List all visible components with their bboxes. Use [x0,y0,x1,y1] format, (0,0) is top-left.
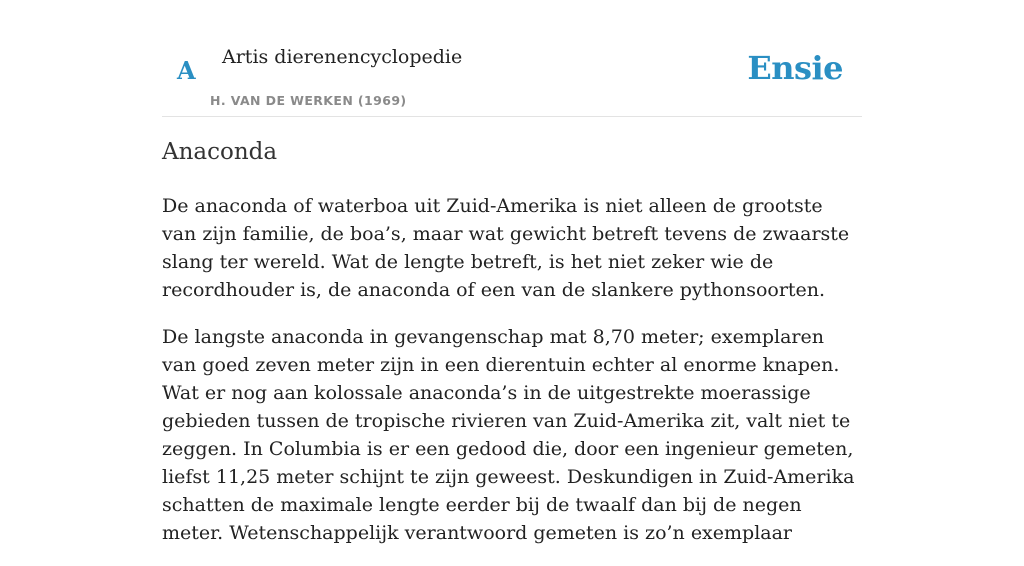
entry-header [162,36,862,117]
author-line: H. VAN DE WERKEN (1969) [210,93,407,108]
paragraph: De langste anaconda in gevangenschap mat 8,70 meter; exemplaren van goed zeven meter zijn in een dierentuin echter al enorme knapen. Wat er nog aan kolossale anaconda’s in de uitgestrekte moerassige gebieden tussen de tropische rivieren van Zuid-Amerika zit, valt niet te zeggen. In Columbia is er een gedood die, door een ingenieur gemeten, liefst 11,25 meter schijnt te zijn geweest. Deskundigen in Zuid-Amerika schatten de maximale lengte eerder bij de twaalf dan bij de negen meter. Wetenschappelijk verantwoord gemeten is zo’n exemplaar [162,326,855,544]
paragraph: De anaconda of waterboa uit Zuid-Amerika is niet alleen de grootste van zijn familie, de boa’s, maar wat gewicht betreft tevens de zwaarste slang ter wereld. Wat de lengte betreft, is het niet zeker wie de recordhouder is, de anaconda of een van de slankere pythonsoorten. [162,195,850,301]
work-title[interactable]: Artis dierenencyclopedie [222,46,463,68]
ensie-logo[interactable]: Ensie [747,49,843,87]
entry-body [162,192,862,566]
index-letter[interactable]: A [177,56,196,85]
entry-title: Anaconda [162,139,278,165]
